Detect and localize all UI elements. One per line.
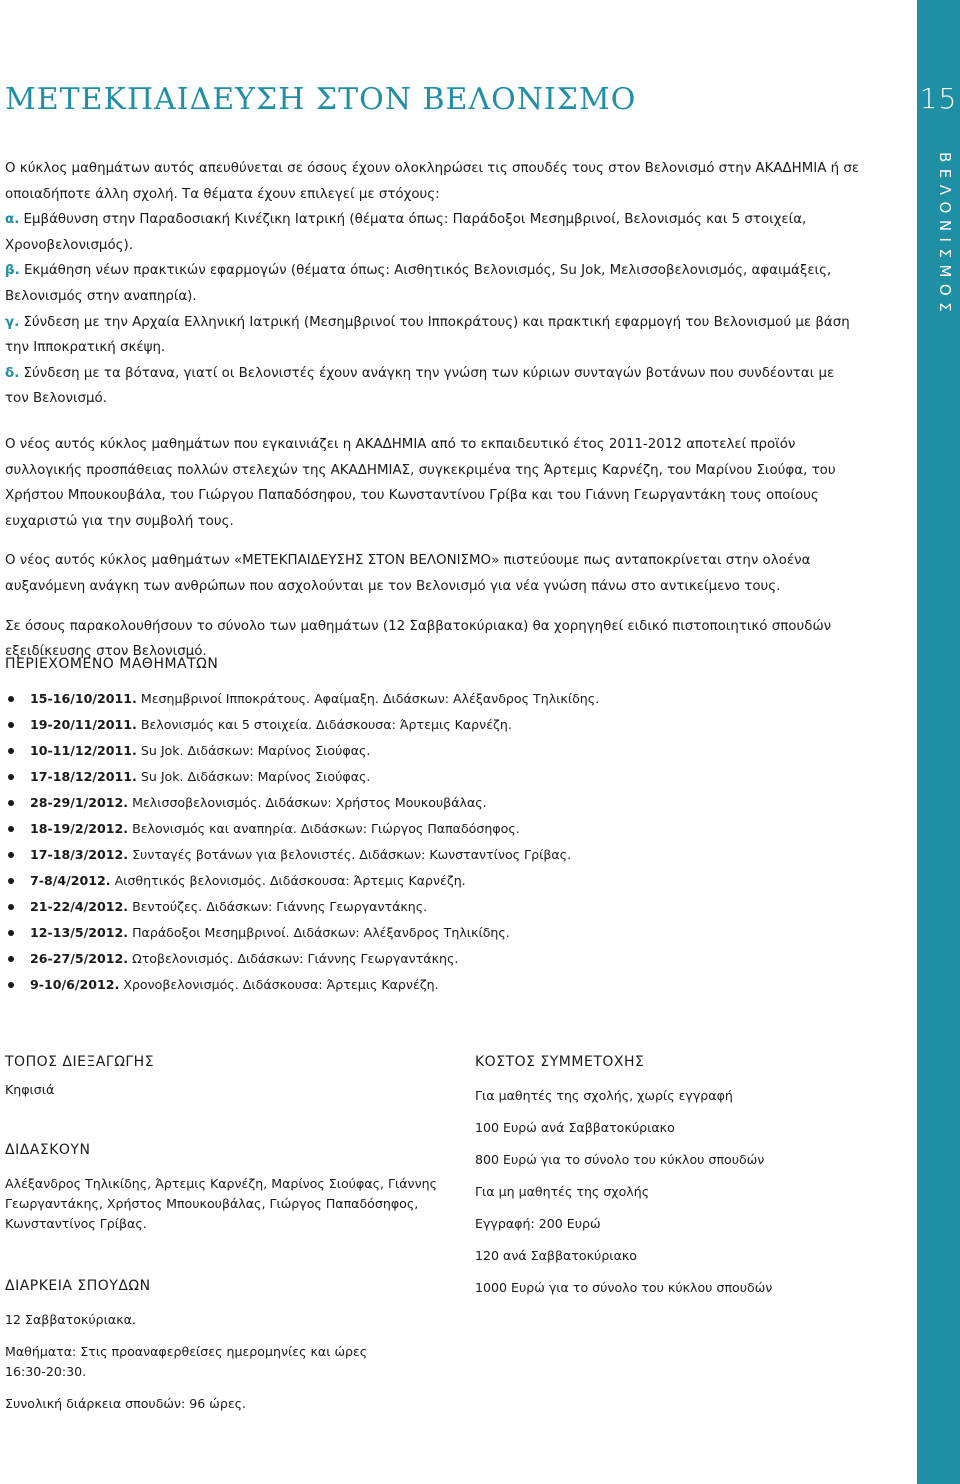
goal-item-b [5, 258, 860, 309]
goal-text: Σύνδεση με την Αρχαία Ελληνική Ιατρική (Μεσημβρινοί του Ιπποκράτους) και πρακτική εφαρμογή του Βελονισμού με βάση την Ιπποκρατική σκέψη. [5, 314, 850, 356]
cost-line: 1000 Ευρώ για το σύνολο του κύκλου σπουδών [475, 1280, 773, 1295]
cost-line: 100 Ευρώ ανά Σαββατοκύριακο [475, 1120, 675, 1135]
course-desc: Αισθητικός βελονισμός. Διδάσκουσα: Άρτεμις Καρνέζη. [110, 873, 466, 888]
course-desc: Βελονισμός και 5 στοιχεία. Διδάσκουσα: Άρτεμις Καρνέζη. [136, 717, 512, 732]
course-desc: Συνταγές βοτάνων για βελονιστές. Διδάσκων: Κωνσταντίνος Γρίβας. [128, 847, 572, 862]
course-item [5, 894, 865, 920]
goal-letter: β. [5, 263, 20, 279]
duration-schedule: Μαθήματα: Στις προαναφερθείσες ημερομηνίες και ώρες 16:30-20:30. [5, 1344, 368, 1379]
duration-total: Συνολική διάρκεια σπουδών: 96 ώρες. [5, 1396, 247, 1411]
cost-line: Για μαθητές της σχολής, χωρίς εγγραφή [475, 1088, 733, 1103]
cost-line: Εγγραφή: 200 Ευρώ [475, 1216, 601, 1231]
course-desc: Ωτοβελονισμός. Διδάσκων: Γιάννης Γεωργαντάκης. [128, 951, 459, 966]
course-item [5, 790, 865, 816]
course-desc: Παράδοξοι Μεσημβρινοί. Διδάσκων: Αλέξανδρος Τηλικίδης. [128, 925, 510, 940]
goal-item-a [5, 207, 860, 258]
course-item [5, 946, 865, 972]
course-item [5, 842, 865, 868]
course-date: 26-27/5/2012. [30, 951, 129, 966]
goal-text: Εκμάθηση νέων πρακτικών εφαρμογών (θέματα όπως: Αισθητικός Βελονισμός, Su Jok, Μελισσοβελονισμός, αφαιμάξεις, Βελονισμός στην αναπηρία). [5, 263, 832, 304]
course-desc: Βεντούζες. Διδάσκων: Γιάννης Γεωργαντάκης. [128, 899, 428, 914]
cost-line: Για μη μαθητές της σχολής [475, 1184, 650, 1199]
side-section-title: ΒΕΛΟΝΙΣΜΟΣ [936, 152, 954, 319]
course-item [5, 920, 865, 946]
course-date: 17-18/12/2011. [30, 769, 137, 784]
info-right-column [475, 1052, 905, 1298]
goal-text: Σύνδεση με τα βότανα, γιατί οι Βελονιστές έχουν ανάγκη την γνώση των κύριων συνταγών βοτάνων που συνδέονται με τον Βελονισμό. [5, 365, 835, 407]
course-date: 18-19/2/2012. [30, 821, 129, 836]
teachers-heading: ΔΙΔΑΣΚΟΥΝ [5, 1142, 91, 1158]
duration-weekends: 12 Σαββατοκύριακα. [5, 1312, 136, 1327]
goal-item-d [5, 361, 860, 412]
page-number: 15 [919, 82, 958, 115]
course-date: 28-29/1/2012. [30, 795, 129, 810]
page-title: ΜΕΤΕΚΠΑΙΔΕΥΣΗ ΣΤΟΝ ΒΕΛΟΝΙΣΜΟ [5, 82, 637, 117]
course-date: 9-10/6/2012. [30, 977, 120, 992]
course-date: 7-8/4/2012. [30, 873, 111, 888]
location-value: Κηφισιά [5, 1082, 55, 1097]
course-date: 15-16/10/2011. [30, 691, 137, 706]
course-item [5, 686, 865, 712]
info-left-column [5, 1052, 445, 1414]
course-date: 12-13/5/2012. [30, 925, 129, 940]
intro-section [5, 156, 860, 665]
duration-heading: ΔΙΑΡΚΕΙΑ ΣΠΟΥΔΩΝ [5, 1278, 151, 1294]
location-heading: ΤΟΠΟΣ ΔΙΕΞΑΓΩΓΗΣ [5, 1054, 155, 1070]
cost-line: 120 ανά Σαββατοκύριακο [475, 1248, 637, 1263]
course-desc: Su Jok. Διδάσκων: Μαρίνος Σιούφας. [136, 769, 371, 784]
course-desc: Χρονοβελονισμός. Διδάσκουσα: Άρτεμις Καρνέζη. [119, 977, 439, 992]
goal-letter: δ. [5, 365, 20, 381]
course-list [5, 686, 865, 998]
course-date: 19-20/11/2011. [30, 717, 137, 732]
course-item [5, 712, 865, 738]
course-desc: Βελονισμός και αναπηρία. Διδάσκων: Γιώργος Παπαδόσηφος. [128, 821, 520, 836]
course-desc: Μελισσοβελονισμός. Διδάσκων: Χρήστος Μουκουβάλας. [128, 795, 487, 810]
certificate-paragraph: Σε όσους παρακολουθήσουν το σύνολο των μαθημάτων (12 Σαββατοκύριακα) θα χορηγηθεί ειδικό πιστοποιητικό σπουδών εξειδίκευσης στον Βελονισμό. [5, 618, 832, 660]
course-date: 21-22/4/2012. [30, 899, 129, 914]
course-item [5, 972, 865, 998]
goal-letter: γ. [5, 314, 20, 330]
course-desc: Su Jok. Διδάσκων: Μαρίνος Σιούφας. [136, 743, 371, 758]
course-item [5, 738, 865, 764]
course-date: 17-18/3/2012. [30, 847, 129, 862]
course-desc: Μεσημβρινοί Ιπποκράτους. Αφαίμαξη. Διδάσκων: Αλέξανδρος Τηλικίδης. [136, 691, 600, 706]
courses-section [5, 654, 865, 998]
course-item [5, 816, 865, 842]
intro-paragraph: Ο κύκλος μαθημάτων αυτός απευθύνεται σε όσους έχουν ολοκληρώσει τις σπουδές τους στον Βελονισμό στην ΑΚΑΔΗΜΙΑ ή σε οποιαδήποτε άλλη σχολή. Τα θέματα έχουν επιλεγεί με στόχους: [5, 161, 860, 202]
course-item [5, 764, 865, 790]
cost-heading: ΚΟΣΤΟΣ ΣΥΜΜΕΤΟΧΗΣ [475, 1054, 645, 1070]
purpose-paragraph: Ο νέος αυτός κύκλος μαθημάτων «ΜΕΤΕΚΠΑΙΔΕΥΣΗΣ ΣΤΟΝ ΒΕΛΟΝΙΣΜΟ» πιστεύουμε πως ανταποκρίνεται στην ολοένα αυξανόμενη ανάγκη των ανθρώπων που ασχολούνται με τον Βελονισμό για νέα γνώση πάνω στο αντικείμενο τους. [5, 553, 811, 594]
goal-item-c [5, 310, 860, 361]
goal-text: Εμβάθυνση στην Παραδοσιακή Κινέζικη Ιατρική (θέματα όπως: Παράδοξοι Μεσημβρινοί, Βελονισμός και 5 στοιχεία, Χρονοβελονισμός). [5, 212, 807, 253]
cost-line: 800 Ευρώ για το σύνολο του κύκλου σπουδών [475, 1152, 765, 1167]
teachers-value: Αλέξανδρος Τηλικίδης, Άρτεμις Καρνέζη, Μαρίνος Σιούφας, Γιάννης Γεωργαντάκης, Χρήστος Μπουκουβάλας, Γιώργος Παπαδόσηφος, Κωνσταντίνος Γρίβας. [5, 1176, 437, 1231]
goal-letter: α. [5, 212, 20, 228]
course-date: 10-11/12/2011. [30, 743, 137, 758]
acknowledgement-paragraph: Ο νέος αυτός κύκλος μαθημάτων που εγκαινιάζει η ΑΚΑΔΗΜΙΑ από το εκπαιδευτικό έτος 2011-2012 αποτελεί προϊόν συλλογικής προσπάθειας πολλών στελεχών της ΑΚΑΔΗΜΙΑΣ, συγκεκριμένα της Άρτεμις Καρνέζη, του Μαρίνου Σιούφα, του Χρήστου Μπουκουβάλα, του Γιώργου Παπαδόσηφου, του Κωνσταντίνου Γρίβα και του Γιάννη Γεωργαντάκη τους οποίους ευχαριστώ για την συμβολή τους. [5, 436, 836, 529]
courses-heading: ΠΕΡΙΕΧΟΜΕΝΟ ΜΑΘΗΜΑΤΩΝ [5, 656, 219, 672]
course-item [5, 868, 865, 894]
